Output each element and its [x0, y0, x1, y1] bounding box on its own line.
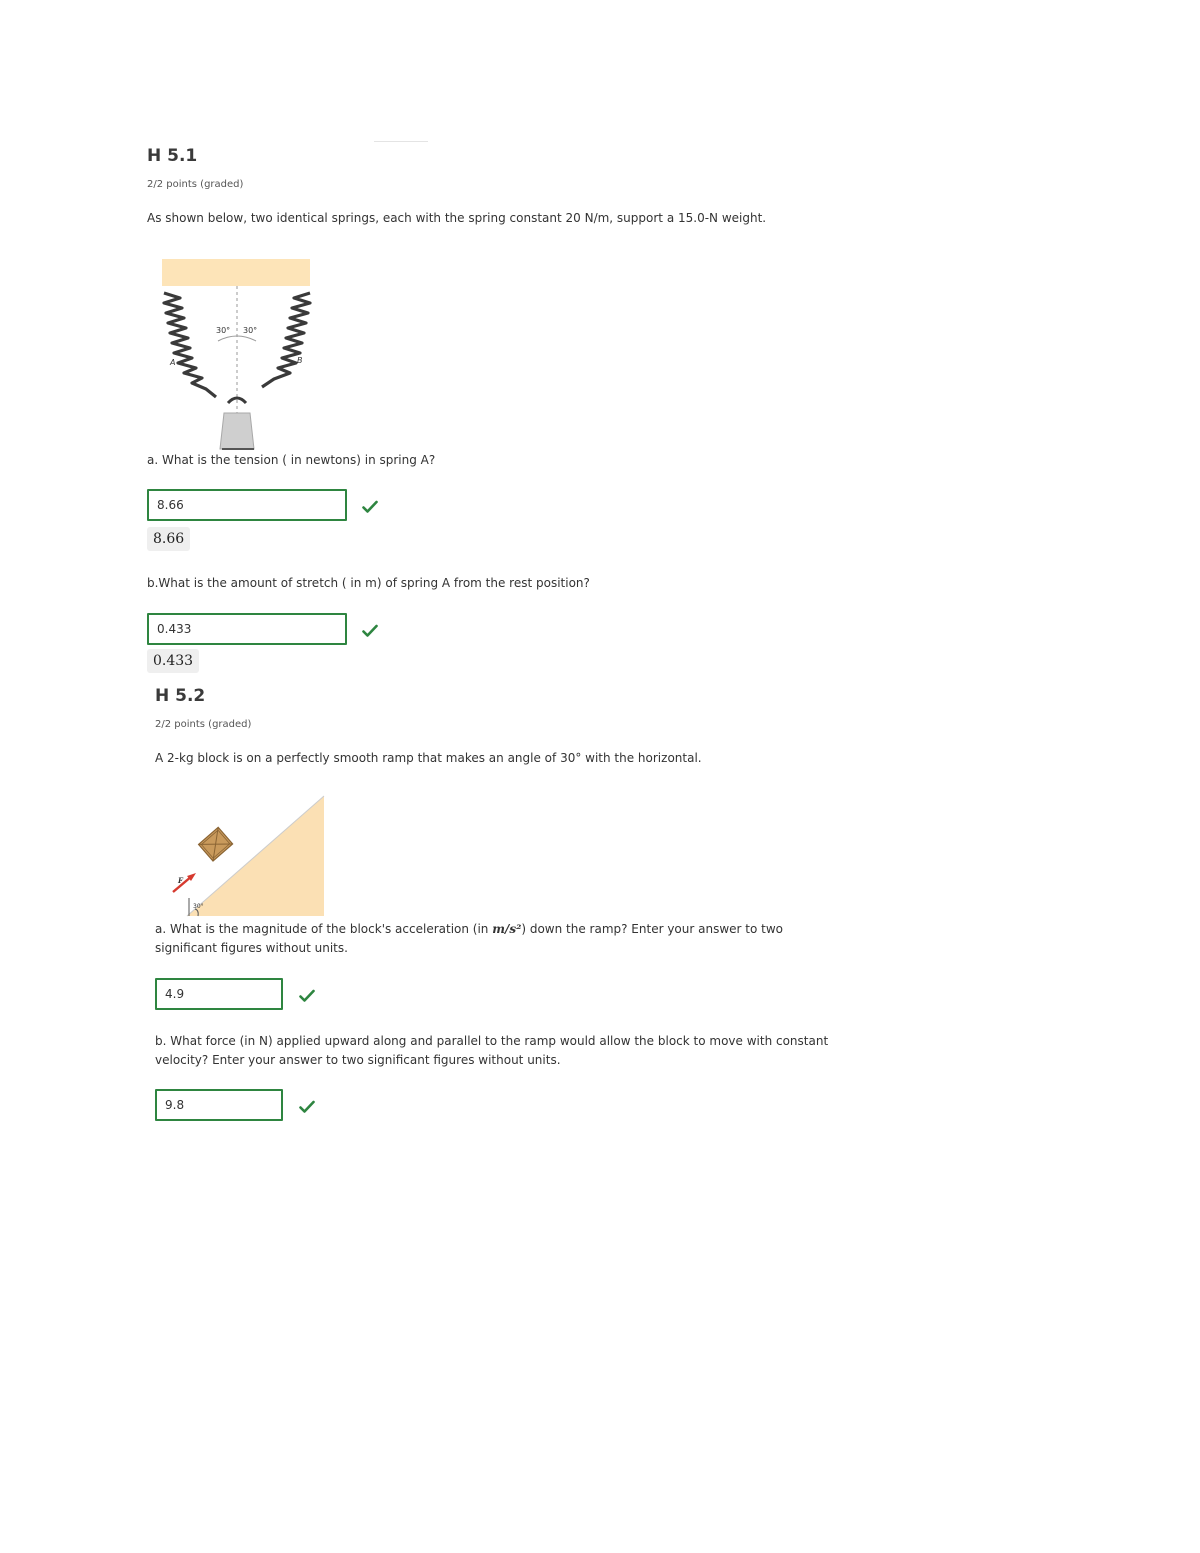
answer-field-h52-b[interactable] [155, 1089, 283, 1121]
angle-label-right: 30° [243, 326, 258, 335]
problem-prompt-h51: As shown below, two identical springs, each with the spring constant 20 N/m, support a 15.0-N weight. [147, 211, 767, 225]
question-h52-b: b. What force (in N) applied upward along and parallel to the ramp would allow the block to move with constant velocity? Enter your answer to two significant figures without units. [155, 1034, 829, 1067]
answer-input-h51-a[interactable] [149, 491, 345, 519]
angle-label-left: 30° [216, 326, 231, 335]
points-status-h52: 2/2 points (graded) [155, 719, 252, 730]
spring-a-label: A [170, 358, 176, 367]
problem-title-h51: H 5.1 [147, 146, 198, 166]
spring-a [164, 293, 216, 397]
top-divider [374, 141, 428, 142]
problem-prompt-h52: A 2-kg block is on a perfectly smooth ramp that makes an angle of 30° with the horizontal. [155, 751, 702, 765]
answer-input-h52-b[interactable] [157, 1091, 281, 1119]
question-h51-b: b.What is the amount of stretch ( in m) of spring A from the rest position? [147, 576, 590, 590]
ramp-angle-label: 30° [193, 903, 204, 910]
spring-b [262, 293, 310, 387]
answer-field-h51-a[interactable] [147, 489, 347, 521]
checkmark-icon [299, 1100, 315, 1114]
checkmark-icon [362, 624, 378, 638]
answer-input-h51-b[interactable] [149, 615, 345, 643]
checkmark-icon [299, 989, 315, 1003]
problem-title-h52: H 5.2 [155, 686, 206, 706]
force-label: F [178, 876, 183, 885]
spring-b-label: B [297, 356, 303, 365]
question-h52-a: a. What is the magnitude of the block's acceleration (in m/s²) down the ramp? Enter your answer to two significant figures without units. [155, 922, 784, 955]
weight-block [220, 413, 254, 449]
checkmark-icon [362, 500, 378, 514]
math-preview-h51-a: 8.66 [147, 527, 190, 551]
answer-input-h52-a[interactable] [157, 980, 281, 1008]
question-h51-a: a. What is the tension ( in newtons) in spring A? [147, 453, 436, 467]
answer-field-h52-a[interactable] [155, 978, 283, 1010]
answer-field-h51-b[interactable] [147, 613, 347, 645]
math-preview-h51-b: 0.433 [147, 649, 199, 673]
crate-block [199, 827, 233, 861]
ramp-figure [160, 790, 330, 920]
ceiling-block [162, 259, 310, 286]
points-status-h51: 2/2 points (graded) [147, 179, 244, 190]
unit-math: m/s² [492, 922, 522, 936]
two-springs-figure [150, 255, 325, 455]
